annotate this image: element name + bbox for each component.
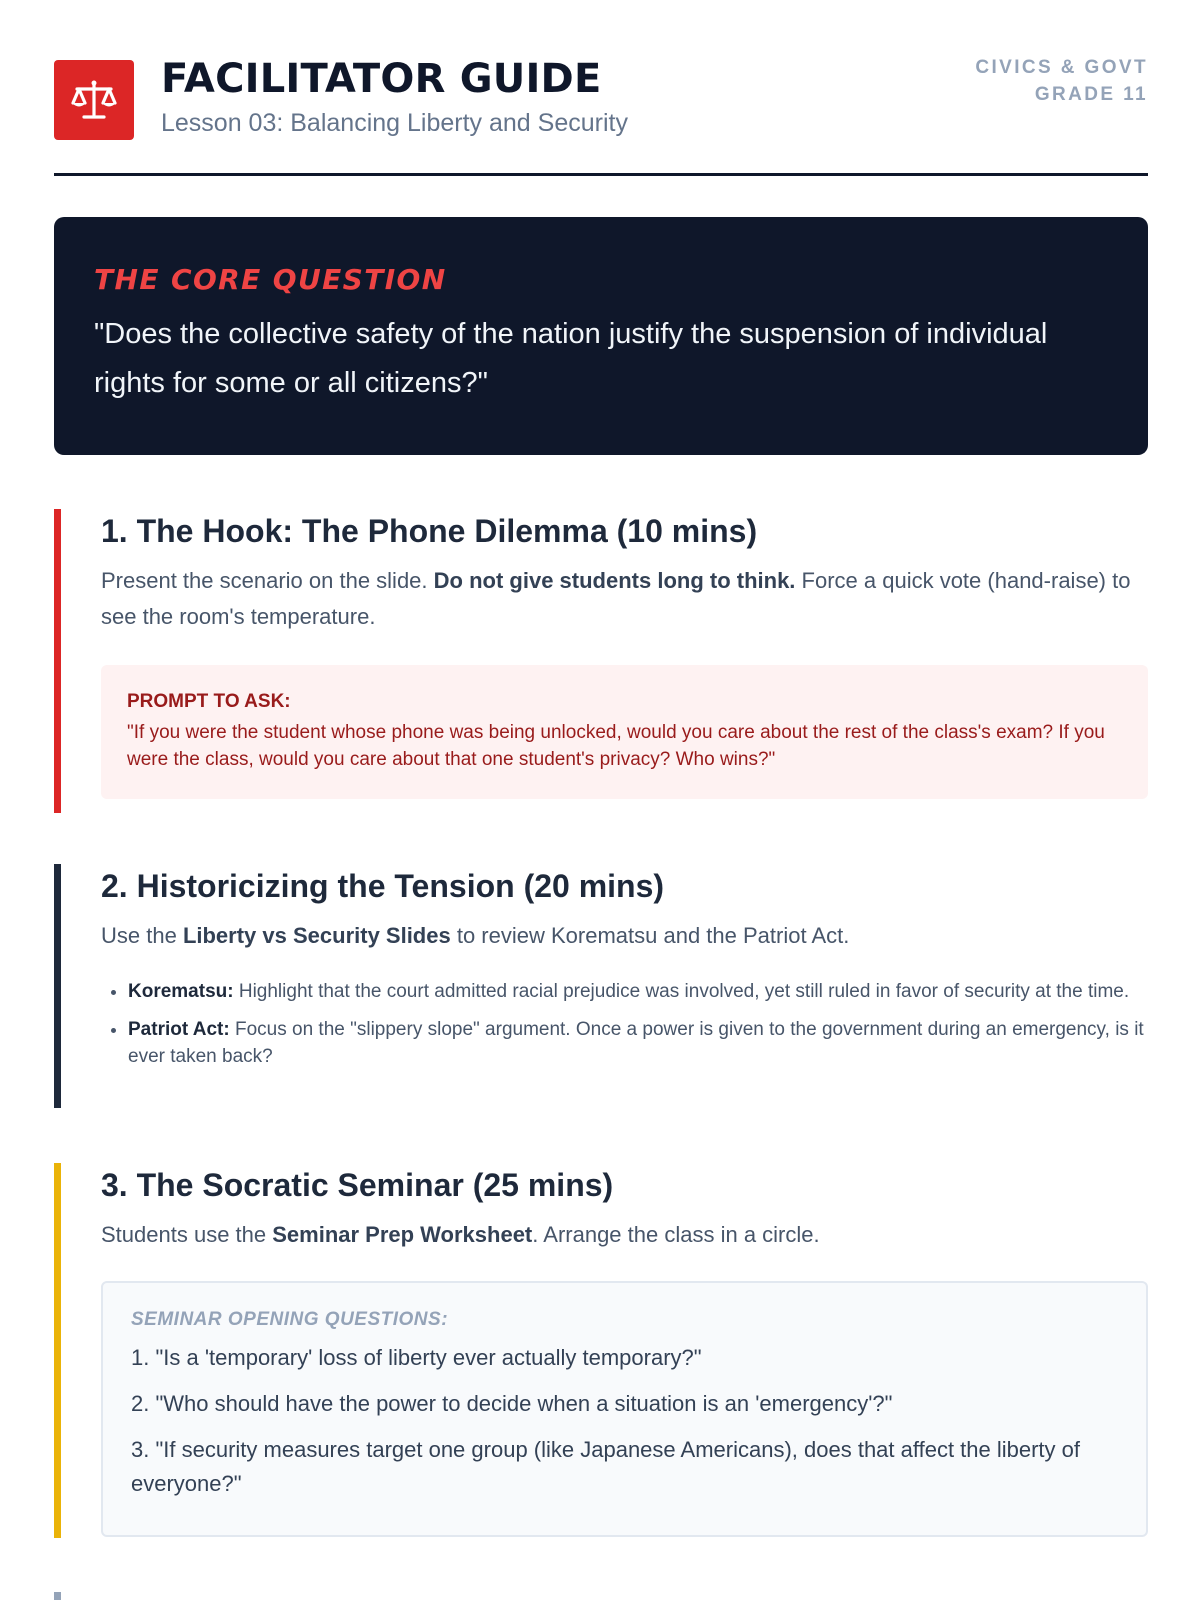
prompt-box bbox=[101, 665, 1148, 799]
point-term: Patriot Act: bbox=[128, 1019, 230, 1040]
section-historicizing bbox=[54, 864, 1148, 1108]
core-question-label: THE CORE QUESTION bbox=[94, 263, 447, 296]
section-accent-bar bbox=[54, 509, 61, 813]
lead-text: . Arrange the class in a circle. bbox=[532, 1222, 820, 1247]
section-socratic-seminar bbox=[54, 1163, 1148, 1538]
section-accent-bar bbox=[54, 1163, 61, 1538]
lead-text: Use the bbox=[101, 923, 183, 948]
seminar-question: 2. "Who should have the power to decide when a situation is an 'emergency'?" bbox=[131, 1391, 893, 1416]
key-points-list bbox=[101, 978, 1148, 1070]
lead-emphasis: Seminar Prep Worksheet bbox=[272, 1222, 533, 1247]
lead-text: Force a quick vote (hand-raise) to see the room's temperature. bbox=[101, 568, 1131, 629]
list-item bbox=[128, 1016, 1148, 1070]
lesson-subtitle: Lesson 03: Balancing Liberty and Security bbox=[161, 109, 628, 137]
section-lead bbox=[101, 563, 1148, 635]
section-accent-bar bbox=[54, 864, 61, 1108]
point-text: Highlight that the court admitted racial prejudice was involved, yet still ruled in favor of security at the time. bbox=[233, 981, 1130, 1002]
scales-icon bbox=[69, 78, 119, 122]
lead-text: Students use the bbox=[101, 1222, 273, 1247]
lead-emphasis: Liberty vs Security Slides bbox=[182, 923, 451, 948]
point-term: Korematsu: bbox=[128, 981, 234, 1002]
page-header bbox=[54, 0, 1148, 176]
section-hook bbox=[54, 509, 1148, 813]
list-item bbox=[128, 978, 1148, 1005]
seminar-question: 1. "Is a 'temporary' loss of liberty ever actually temporary?" bbox=[131, 1345, 702, 1370]
core-question-card bbox=[54, 217, 1148, 455]
seminar-question: 3. "If security measures target one group (like Japanese Americans), does that affect the liberty of everyone?" bbox=[131, 1437, 1081, 1496]
next-section-accent-bar bbox=[54, 1592, 61, 1600]
prompt-text: "If you were the student whose phone was being unlocked, would you care about the rest of the class's exam? If you were the class, would you care about that one student's privacy? Who wins?" bbox=[127, 722, 1105, 770]
facilitator-guide-page bbox=[54, 0, 1148, 1496]
point-text: Focus on the "slippery slope" argument. Once a power is given to the government during an emergency, is it ever taken back? bbox=[128, 1019, 1144, 1067]
course-meta bbox=[975, 54, 1148, 108]
section-lead bbox=[101, 918, 1148, 954]
lead-text: to review Korematsu and the Patriot Act. bbox=[450, 923, 850, 948]
page-title: FACILITATOR GUIDE bbox=[161, 56, 602, 102]
section-heading: 1. The Hook: The Phone Dilemma (10 mins) bbox=[101, 513, 758, 549]
lead-emphasis: Do not give students long to think. bbox=[433, 568, 796, 593]
section-lead bbox=[101, 1217, 1148, 1253]
section-heading: 3. The Socratic Seminar (25 mins) bbox=[101, 1167, 614, 1203]
grade-label: GRADE 11 bbox=[1034, 84, 1148, 105]
seminar-questions-box bbox=[101, 1281, 1148, 1537]
section-heading: 2. Historicizing the Tension (20 mins) bbox=[101, 868, 665, 904]
logo-badge bbox=[54, 60, 134, 140]
seminar-questions-label: SEMINAR OPENING QUESTIONS: bbox=[131, 1309, 449, 1330]
prompt-label: PROMPT TO ASK: bbox=[127, 691, 291, 712]
core-question-text: "Does the collective safety of the nation justify the suspension of individual rights for some or all citizens?" bbox=[94, 318, 1048, 399]
lead-text: Present the scenario on the slide. bbox=[101, 568, 434, 593]
subject-label: CIVICS & GOVT bbox=[975, 57, 1148, 78]
